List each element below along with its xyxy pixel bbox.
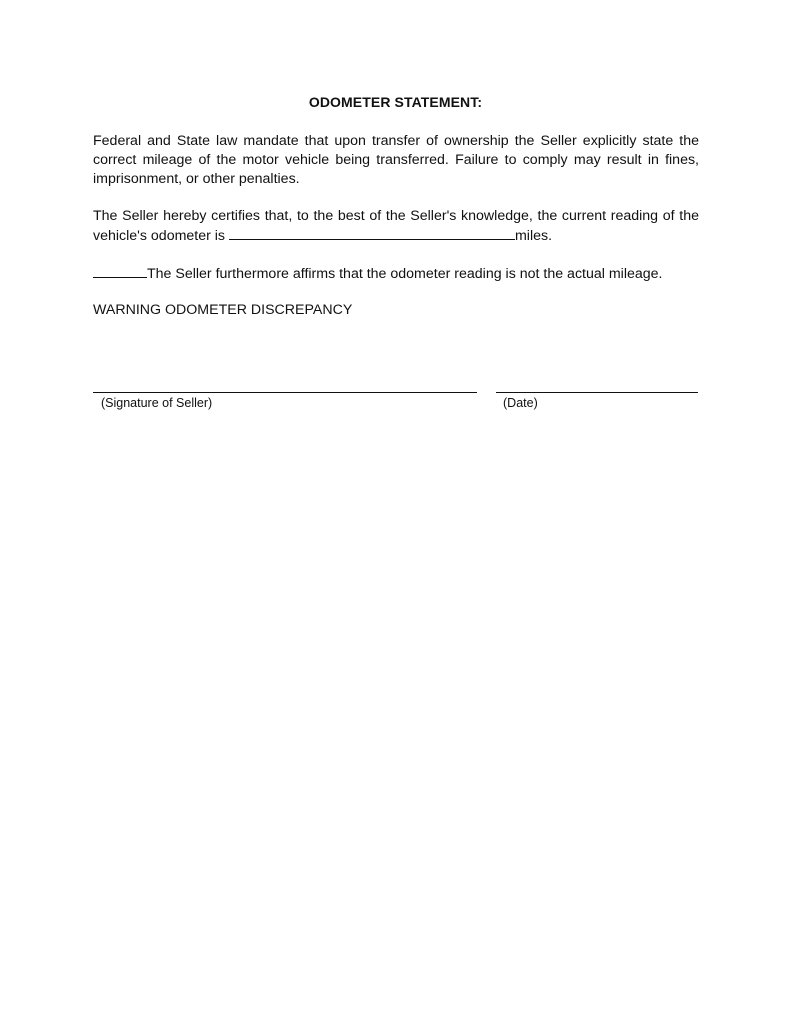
- date-caption: (Date): [503, 396, 538, 410]
- miles-unit: miles.: [514, 228, 553, 244]
- seller-signature-caption: (Signature of Seller): [101, 396, 213, 410]
- certification-text: The Seller hereby certifies that, to the best of the Seller's knowledge, the current reading of the vehicle's odometer is: [93, 208, 699, 244]
- affirmation-initial-blank[interactable]: [93, 264, 147, 278]
- seller-signature-line[interactable]: [93, 392, 477, 393]
- legal-notice-paragraph: Federal and State law mandate that upon transfer of ownership the Seller explicitly state the correct mileage of the motor vehicle being transferred. Failure to comply may result in fines, imprisonment, or other penalties.: [93, 133, 699, 187]
- discrepancy-affirmation-paragraph: [93, 264, 699, 284]
- mileage-blank-field[interactable]: [229, 226, 515, 240]
- odometer-certification-paragraph: [93, 207, 699, 246]
- document-title: ODOMETER STATEMENT:: [308, 94, 483, 110]
- affirmation-text: The Seller furthermore affirms that the odometer reading is not the actual mileage.: [147, 266, 663, 282]
- warning-heading: WARNING ODOMETER DISCREPANCY: [93, 302, 353, 318]
- date-signature-line[interactable]: [496, 392, 698, 393]
